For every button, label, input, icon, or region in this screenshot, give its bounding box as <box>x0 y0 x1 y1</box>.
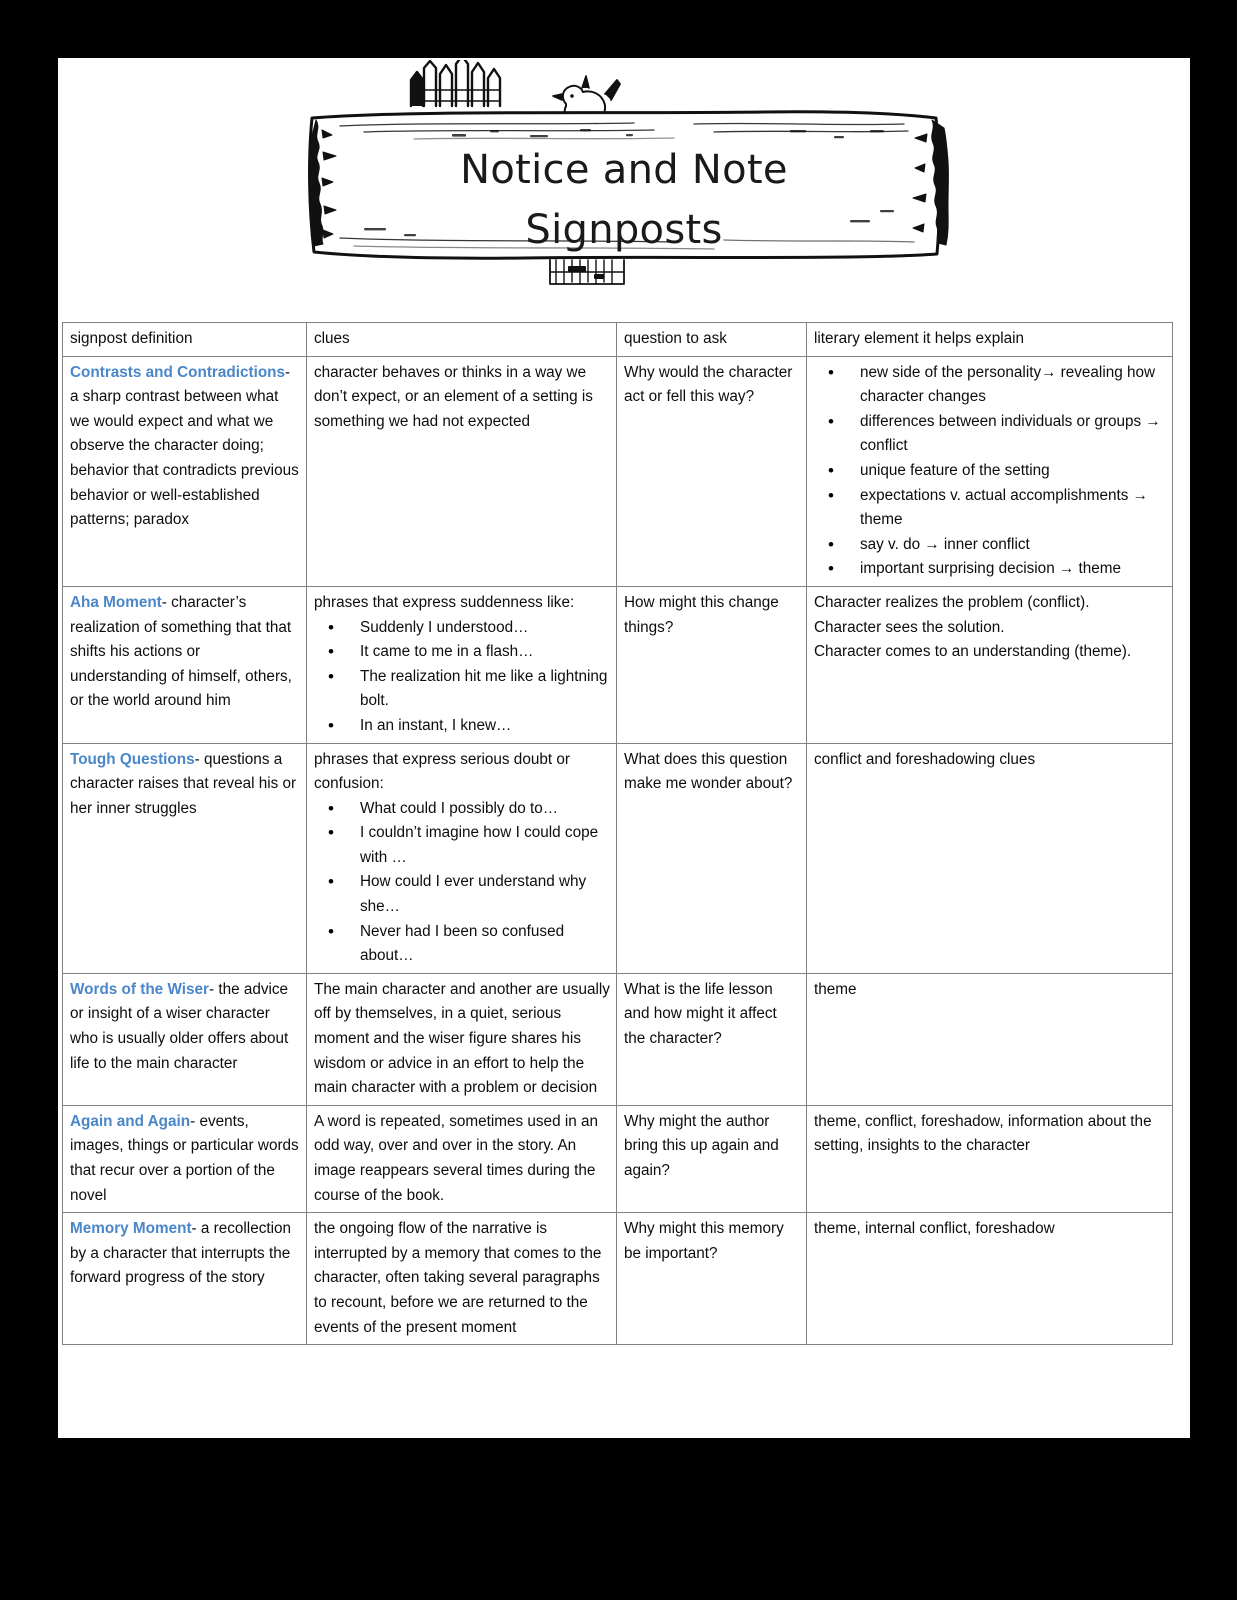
literary-element-bullet-list <box>814 361 1166 582</box>
signpost-term: Again and Again <box>70 1112 191 1130</box>
cell-signpost-definition <box>63 973 307 1105</box>
signpost-term: Aha Moment <box>70 593 162 611</box>
signpost-definition-text: - a sharp contrast between what we would expect and what we observe the character doing; behavior that contradicts previous behavior or well-established patterns; paradox <box>70 363 299 529</box>
cell-literary-element <box>807 743 1173 973</box>
cell-question-to-ask: Why might this memory be important? <box>617 1213 807 1345</box>
signpost-definition-text: - the advice or insight of a wiser character who is usually older offers about life to the main character <box>70 980 289 1072</box>
signpost-term: Contrasts and Contradictions <box>70 363 286 381</box>
column-header-clues: clues <box>307 323 617 357</box>
cell-literary-element <box>807 586 1173 743</box>
table-row <box>63 743 1173 973</box>
cell-clues <box>307 973 617 1105</box>
clues-bullet-item: • Suddenly I understood… <box>314 616 610 641</box>
literary-element-lines <box>814 591 1166 665</box>
document-header <box>58 58 1190 316</box>
literary-element-bullet-item: • important surprising decision → theme <box>814 557 1166 582</box>
literary-element-lines <box>814 1217 1166 1242</box>
clues-bullet-item: • How could I ever understand why she… <box>314 870 610 919</box>
clues-bullet-item: • Never had I been so confused about… <box>314 920 610 969</box>
cell-question-to-ask: Why would the character act or fell this way? <box>617 356 807 586</box>
cell-clues <box>307 743 617 973</box>
cell-question-to-ask: Why might the author bring this up again and again? <box>617 1105 807 1212</box>
cell-clues <box>307 1105 617 1212</box>
clues-bullet-item: • In an instant, I knew… <box>314 714 610 739</box>
signpost-term: Words of the Wiser <box>70 980 209 998</box>
literary-element-lines <box>814 748 1166 773</box>
cell-signpost-definition <box>63 356 307 586</box>
clues-intro-text: phrases that express serious doubt or confusion: <box>314 750 570 793</box>
signpost-term: Tough Questions <box>70 750 195 768</box>
cell-signpost-definition <box>63 743 307 973</box>
signposts-table <box>62 322 1173 1345</box>
cell-clues <box>307 356 617 586</box>
page-title-line-1: Notice and Note <box>460 147 788 193</box>
clues-intro-text: phrases that express suddenness like: <box>314 593 575 611</box>
cell-clues <box>307 1213 617 1345</box>
cell-literary-element <box>807 1105 1173 1212</box>
literary-element-lines <box>814 978 1166 1003</box>
table-row <box>63 586 1173 743</box>
cell-signpost-definition <box>63 586 307 743</box>
cell-question-to-ask: How might this change things? <box>617 586 807 743</box>
table-row <box>63 1105 1173 1212</box>
literary-element-line: theme <box>814 980 857 998</box>
literary-element-lines <box>814 1110 1166 1159</box>
literary-element-line: Character comes to an understanding (theme). <box>814 643 1132 661</box>
signpost-definition-text: - a recollection by a character that interrupts the forward progress of the story <box>70 1220 292 1287</box>
cell-literary-element <box>807 356 1173 586</box>
cell-literary-element <box>807 973 1173 1105</box>
literary-element-line: conflict and foreshadowing clues <box>814 750 1036 768</box>
clues-intro-text: The main character and another are usually off by themselves, in a quiet, serious moment and the wiser figure shares his wisdom or advice in an effort to help the main character with a problem or decision <box>314 980 610 1097</box>
signpost-term: Memory Moment <box>70 1220 192 1238</box>
column-header-literary-element: literary element it helps explain <box>807 323 1173 357</box>
cell-signpost-definition <box>63 1105 307 1212</box>
clues-bullet-list <box>314 616 610 739</box>
table-header-row <box>63 323 1173 357</box>
signpost-definition-text: - questions a character raises that reveal his or her inner struggles <box>70 750 297 817</box>
signpost-definition-text: - character’s realization of something that that shifts his actions or understanding of himself, others, or the world around him <box>70 593 292 710</box>
table-row <box>63 356 1173 586</box>
cell-question-to-ask: What does this question make me wonder about? <box>617 743 807 973</box>
clues-bullet-item: • What could I possibly do to… <box>314 797 610 822</box>
literary-element-bullet-item: • unique feature of the setting <box>814 459 1166 484</box>
literary-element-line: Character sees the solution. <box>814 618 1005 636</box>
cell-signpost-definition <box>63 1213 307 1345</box>
literary-element-bullet-item: • expectations v. actual accomplishments → theme <box>814 484 1166 533</box>
literary-element-bullet-item: • say v. do → inner conflict <box>814 533 1166 558</box>
page-title-line-2: Signposts <box>525 207 723 253</box>
cell-question-to-ask: What is the life lesson and how might it affect the character? <box>617 973 807 1105</box>
signpost-definition-text: - events, images, things or particular words that recur over a portion of the novel <box>70 1112 299 1204</box>
literary-element-bullet-item: • new side of the personality→ revealing how character changes <box>814 361 1166 410</box>
clues-intro-text: the ongoing flow of the narrative is interrupted by a memory that comes to the character, often taking several paragraphs to recount, before we are returned to the events of the present moment <box>314 1220 602 1336</box>
table-row <box>63 1213 1173 1345</box>
clues-bullet-list <box>314 797 610 969</box>
cell-literary-element <box>807 1213 1173 1345</box>
wooden-signpost-sketch-icon <box>294 60 954 310</box>
clues-intro-text: A word is repeated, sometimes used in an odd way, over and over in the story. An image reappears several times during the course of the book. <box>314 1112 598 1204</box>
clues-bullet-item: • It came to me in a flash… <box>314 640 610 665</box>
table-row <box>63 973 1173 1105</box>
literary-element-line: Character realizes the problem (conflict). <box>814 593 1090 611</box>
column-header-signpost-definition: signpost definition <box>63 323 307 357</box>
literary-element-line: theme, conflict, foreshadow, information about the setting, insights to the character <box>814 1112 1152 1155</box>
literary-element-line: theme, internal conflict, foreshadow <box>814 1220 1055 1238</box>
document-page <box>58 58 1190 1438</box>
cell-clues <box>307 586 617 743</box>
column-header-question-to-ask: question to ask <box>617 323 807 357</box>
clues-bullet-item: • The realization hit me like a lightning bolt. <box>314 665 610 714</box>
clues-bullet-item: • I couldn’t imagine how I could cope with … <box>314 821 610 870</box>
literary-element-bullet-item: • differences between individuals or groups → conflict <box>814 410 1166 459</box>
clues-intro-text: character behaves or thinks in a way we don’t expect, or an element of a setting is something we had not expected <box>314 363 593 430</box>
